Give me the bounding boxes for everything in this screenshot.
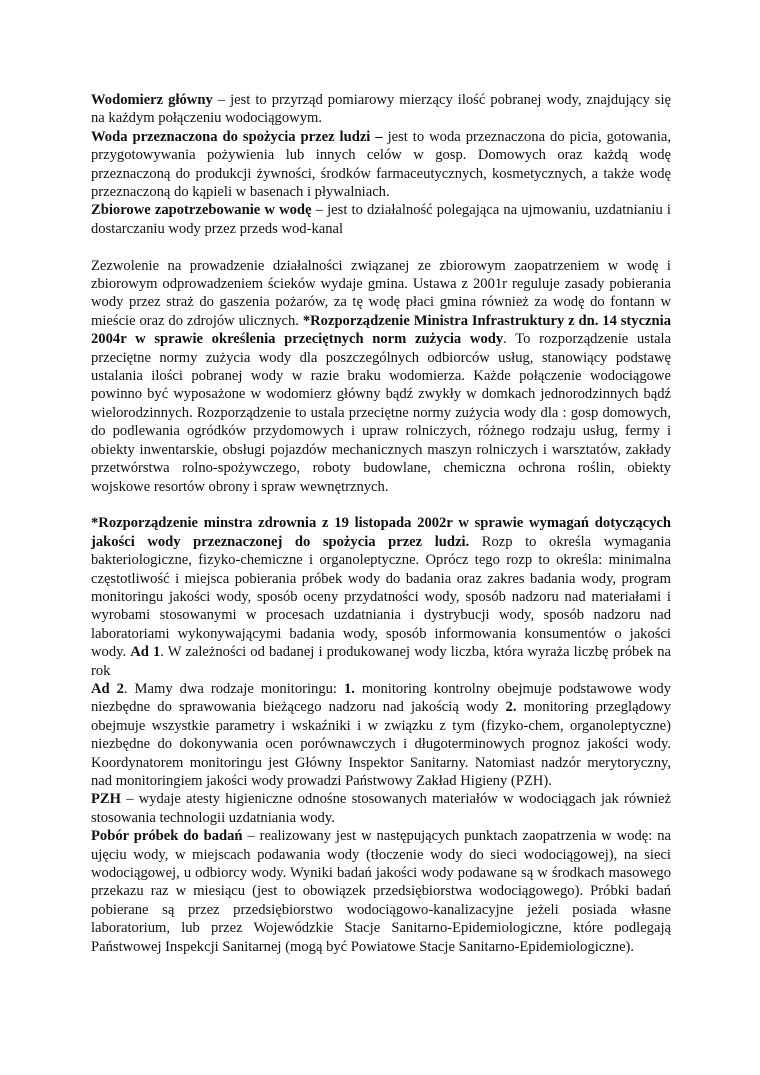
- definition-text: jest to woda przeznaczona do picia, gotowania, przygotowywania pożywienia lub innych celów w gosp. Domowych oraz każdą wodę przeznaczoną do produkcji żywności, środków farmaceutycznych, kosmetycznych, a także wodę przeznaczoną do kąpieli w basenach i pływalniach.: [91, 128, 672, 201]
- paragraph-pzh: [91, 790, 671, 827]
- list-number: 2.: [505, 699, 517, 716]
- definition-collective-supply: [91, 201, 671, 238]
- paragraph-gap: [91, 496, 671, 514]
- paragraph-text: monitoring przeglądowy obejmuje wszystkie parametry i wskaźniki i w związku z tym (fizyko-chem, organoleptyczne) niezbędne do dokonywania ocen porównawczych i długoterminowych prognoz jakości wody. Koordynatorem monitoringu jest Główny Inspektor Sanitarny. Natomiast nadzór merytoryczny, nad monitoringiem jakości wody prowadzi Państwowy Zakład Higieny (PZH).: [91, 699, 671, 789]
- term: Zbiorowe zapotrzebowanie w wodę: [91, 202, 312, 219]
- definition-drinking-water: [91, 128, 671, 202]
- definition-text: – jest to przyrząd pomiarowy mierzący ilość pobranej wody, znajdujący się na każdym połączeniu wodociągowym.: [91, 92, 671, 127]
- paragraph-text: – wydaje atesty higieniczne odnośne stosowanych materiałów w wodociągach jak również stosowania technologii uzdatniania wody.: [91, 791, 671, 826]
- paragraph-text: . W zależności od badanej i produkowanej wody liczba, która wyraża liczbę próbek na rok: [91, 644, 671, 679]
- paragraph-text: – realizowany jest w następujących punktach zaopatrzenia w wodę: na ujęciu wody, w miejscach podawania wody (tłoczenie wody do sieci wodociągowej), na sieci wodociągowej, u odbiorcy wody. Wyniki badań jakości wody podawane są w środkach masowego przekazu raz w miesiącu (jest to obowiązek przedsiębiorstwa wodociągowego). Próbki badań pobierane są przez przedsiębiorstwo wodociągowo-kanalizacyjne jeżeli posiada własne laboratorium, lub przez Wojewódzkie Stacje Sanitarno-Epidemiologiczne, które podlegają Państwowej Inspekcji Sanitarnej (mogą być Powiatowe Stacje Sanitarno-Epidemiologiczne).: [91, 828, 671, 955]
- regulation-title: *Rozporządzenie Ministra Infrastruktury z dn. 14 stycznia 2004r w sprawie określenia przeciętnych norm zużycia wody: [91, 312, 671, 348]
- paragraph-health-regulation: [91, 514, 671, 680]
- definition-text: – jest to działalność polegająca na ujmowaniu, uzdatnianiu i dostarczaniu wody przez przeds wod-kanal: [91, 202, 671, 237]
- ad1-label: Ad 1: [130, 644, 161, 661]
- document-page: [91, 91, 671, 956]
- paragraph-gap: [91, 238, 671, 256]
- definition-water-meter: [91, 91, 671, 128]
- paragraph-text: . To rozporządzenie ustala przeciętne normy zużycia wody dla poszczególnych odbiorców usług, stanowiący podstawę ustalania ilości pobranej wody w razie braku wodomierza. Każde połączenie wodociągowe powinno być wyposażone w wodomierz główny bądź zwykły w domkach jednorodzinnych bądź wielorodzinnych. Rozporządzenie to ustala przeciętne normy zużycia wody dla : gosp domowych, do podlewania ogródków przydomowych i upraw rolniczych, różnego rodzaju usług, fermy i obiekty inwentarskie, obsługi pojazdów mechanicznych maszyn rolniczych i warsztatów, zakłady przetwórstwa rolno-spożywczego, roboty budowlane, chemiczna ochrona roślin, obiekty wojskowe resortów obrony i spraw wewnętrznych.: [91, 331, 672, 495]
- paragraph-text: . Mamy dwa rodzaje monitoringu:: [123, 680, 344, 697]
- list-number: 1.: [343, 680, 355, 697]
- term: Woda przeznaczona do spożycia przez ludzi –: [91, 128, 383, 145]
- paragraph-monitoring: [91, 680, 671, 790]
- paragraph-text: monitoring kontrolny obejmuje podstawowe wody niezbędne do sprawowania bieżącego nadzoru nad jakością wody: [91, 680, 671, 716]
- regulation-title: *Rozporządzenie minstra zdrownia z 19 listopada 2002r w sprawie wymagań dotyczących jakości wody przeznaczonej do spożycia przez ludzi.: [91, 515, 671, 550]
- paragraph-permits-infrastructure: [91, 257, 671, 496]
- term: PZH: [91, 791, 121, 808]
- paragraph-text: Rozp to określa wymagania bakteriologiczne, fizyko-chemiczne i organoleptyczne. Oprócz tego rozp to określa: minimalna częstotliwość i miejsca pobierania próbek wody do badania oraz zakres badania wody, program monitoringu jakości wody, sposób oceny przydatności wody, sposób nadzoru nad materiałami i wyrobami stosowanymi w procesach uzdatniania i dystrybucji wody, sposób nadzoru nad laboratoriami wykonywającymi badania wody, sposób informowania konsumentów o jakości wody.: [91, 533, 671, 661]
- ad2-label: Ad 2: [91, 680, 124, 697]
- paragraph-text: Zezwolenie na prowadzenie działalności związanej ze zbiorowym zaopatrzeniem w wodę i zbiorowym odprowadzeniem ścieków wydaje gmina. Ustawa z 2001r reguluje zasady pobierania wody przez straż do gaszenia pożarów, za tę wodę płaci gmina również za wodę do fontann w mieście oraz do zdrojów ulicznych.: [91, 257, 671, 329]
- term: Wodomierz główny: [91, 92, 213, 108]
- term: Pobór próbek do badań: [91, 828, 243, 845]
- paragraph-sampling: [91, 827, 671, 956]
